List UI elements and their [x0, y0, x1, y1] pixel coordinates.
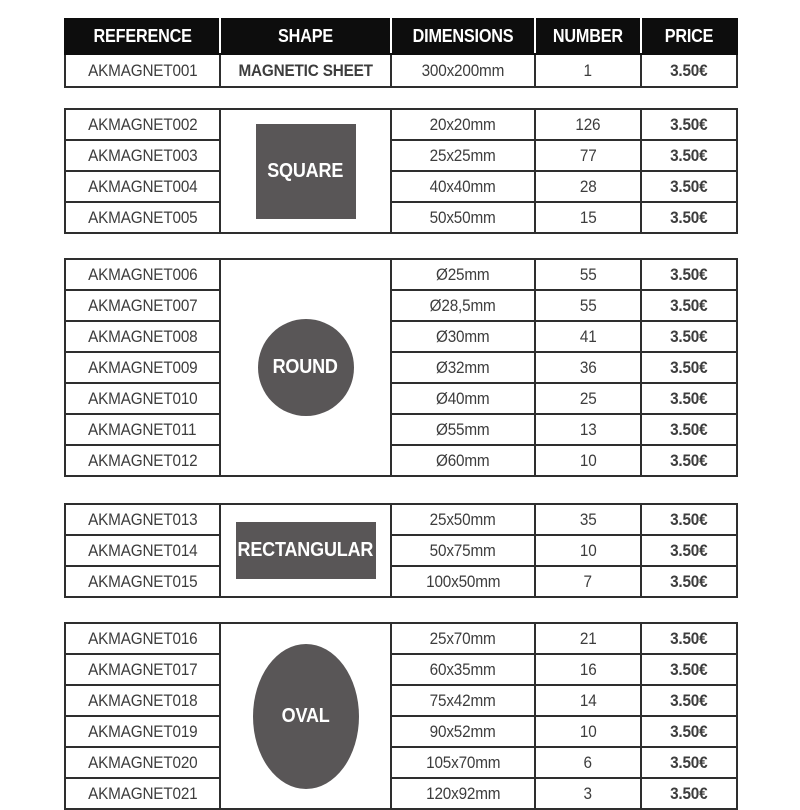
- dimensions-cell-label: 100x50mm: [425, 571, 501, 591]
- reference-cell-label: AKMAGNET003: [87, 145, 198, 165]
- number-cell-label: 36: [579, 357, 597, 377]
- price-cell: [641, 259, 737, 290]
- reference-cell: [65, 623, 220, 654]
- shape-label: ROUND: [272, 356, 339, 378]
- dimensions-cell-label: 25x25mm: [430, 145, 496, 165]
- shape-column-cell: [220, 109, 391, 233]
- dimensions-cell-label: 300x200mm: [421, 60, 505, 80]
- dimensions-cell: [391, 445, 535, 476]
- table-row: [65, 171, 737, 202]
- table-row: [65, 109, 737, 140]
- number-cell: [535, 352, 641, 383]
- table-row: [65, 352, 737, 383]
- price-cell-label: 3.50€: [670, 450, 708, 470]
- number-cell: [535, 290, 641, 321]
- dimensions-cell: [391, 383, 535, 414]
- dimensions-cell: [391, 566, 535, 597]
- number-cell-label: 1: [583, 60, 593, 80]
- reference-cell-label: AKMAGNET021: [87, 783, 198, 803]
- price-cell-label: 3.50€: [670, 295, 708, 315]
- number-cell: [535, 140, 641, 171]
- dimensions-cell: [391, 140, 535, 171]
- reference-cell: [65, 171, 220, 202]
- dimensions-cell: [391, 747, 535, 778]
- column-header-shape-label: SHAPE: [278, 26, 333, 46]
- reference-cell: [65, 202, 220, 233]
- reference-cell-label: AKMAGNET017: [87, 659, 198, 679]
- price-cell-label: 3.50€: [670, 690, 708, 710]
- shape-label: RECTANGULAR: [237, 539, 374, 561]
- price-cell: [641, 202, 737, 233]
- price-cell: [641, 716, 737, 747]
- reference-cell: [65, 504, 220, 535]
- number-cell-label: 15: [579, 207, 597, 227]
- column-header-dimensions-label: DIMENSIONS: [412, 26, 514, 46]
- price-cell-label: 3.50€: [670, 721, 708, 741]
- reference-cell: [65, 109, 220, 140]
- table-row: [65, 321, 737, 352]
- table-row: [65, 383, 737, 414]
- price-cell-label: 3.50€: [670, 628, 708, 648]
- reference-cell-label: AKMAGNET008: [87, 326, 198, 346]
- column-header-dimensions: [391, 19, 535, 54]
- dimensions-cell: [391, 654, 535, 685]
- group-table-square: [64, 108, 738, 234]
- price-cell: [641, 566, 737, 597]
- number-cell-label: 13: [579, 419, 597, 439]
- number-cell: [535, 109, 641, 140]
- reference-cell-label: AKMAGNET018: [87, 690, 198, 710]
- table-row: [65, 623, 737, 654]
- shape-column-cell: [220, 504, 391, 597]
- group-table-circle: [64, 258, 738, 477]
- dimensions-cell: [391, 352, 535, 383]
- reference-cell-label: AKMAGNET009: [87, 357, 198, 377]
- price-cell: [641, 109, 737, 140]
- price-cell: [641, 654, 737, 685]
- reference-cell-label: AKMAGNET020: [87, 752, 198, 772]
- reference-cell-label: AKMAGNET007: [87, 295, 198, 315]
- reference-cell-label: AKMAGNET012: [87, 450, 198, 470]
- dimensions-cell: [391, 414, 535, 445]
- rectangle-shape-icon: [236, 522, 376, 579]
- number-cell: [535, 654, 641, 685]
- reference-cell: [65, 716, 220, 747]
- table-row: [65, 566, 737, 597]
- column-header-price-label: PRICE: [664, 26, 714, 46]
- table-row: [65, 778, 737, 809]
- reference-cell: [65, 383, 220, 414]
- number-cell: [535, 504, 641, 535]
- header-and-sheet-table: [64, 18, 738, 88]
- price-cell-label: 3.50€: [670, 419, 708, 439]
- table-row: [65, 259, 737, 290]
- price-cell: [641, 140, 737, 171]
- number-cell-label: 55: [579, 295, 597, 315]
- dimensions-cell: [391, 321, 535, 352]
- number-cell-label: 55: [579, 264, 597, 284]
- table-row: [65, 140, 737, 171]
- reference-cell-label: AKMAGNET014: [87, 540, 198, 560]
- price-cell-label: 3.50€: [670, 145, 708, 165]
- group-table-rectangle: [64, 503, 738, 598]
- oval-shape-icon: [253, 644, 359, 789]
- number-cell: [535, 259, 641, 290]
- shape-column-cell: [220, 623, 391, 809]
- dimensions-cell-label: 20x20mm: [430, 114, 496, 134]
- dimensions-cell-label: Ø30mm: [436, 326, 490, 346]
- dimensions-cell-label: 40x40mm: [430, 176, 496, 196]
- price-cell-label: 3.50€: [670, 540, 708, 560]
- table-row: [65, 445, 737, 476]
- table-row: [65, 654, 737, 685]
- price-cell-label: 3.50€: [670, 571, 708, 591]
- table-row: [65, 504, 737, 535]
- reference-cell: [65, 445, 220, 476]
- shape-label: SQUARE: [267, 159, 344, 182]
- reference-cell: [65, 321, 220, 352]
- circle-shape-icon: [258, 319, 354, 416]
- reference-cell-label: AKMAGNET010: [87, 388, 198, 408]
- reference-cell-label: AKMAGNET016: [87, 628, 198, 648]
- price-cell: [641, 352, 737, 383]
- number-cell: [535, 383, 641, 414]
- number-cell-label: 77: [579, 145, 597, 165]
- table-row: [65, 535, 737, 566]
- price-cell: [641, 290, 737, 321]
- number-cell: [535, 445, 641, 476]
- number-cell: [535, 202, 641, 233]
- reference-cell: [65, 54, 220, 87]
- number-cell-label: 16: [579, 659, 597, 679]
- dimensions-cell: [391, 171, 535, 202]
- dimensions-cell-label: 50x75mm: [430, 540, 496, 560]
- price-cell-label: 3.50€: [670, 207, 708, 227]
- dimensions-cell-label: Ø32mm: [436, 357, 490, 377]
- price-cell: [641, 747, 737, 778]
- table-row: [65, 716, 737, 747]
- number-cell-label: 10: [579, 450, 597, 470]
- reference-cell: [65, 290, 220, 321]
- number-cell: [535, 716, 641, 747]
- dimensions-cell-label: Ø28,5mm: [430, 295, 496, 315]
- reference-cell: [65, 535, 220, 566]
- number-cell: [535, 623, 641, 654]
- number-cell-label: 41: [579, 326, 597, 346]
- dimensions-cell: [391, 202, 535, 233]
- number-cell-label: 35: [579, 509, 597, 529]
- price-cell: [641, 623, 737, 654]
- reference-cell-label: AKMAGNET013: [87, 509, 198, 529]
- number-cell-label: 6: [583, 752, 593, 772]
- column-header-number: [535, 19, 641, 54]
- dimensions-cell-label: 25x50mm: [430, 509, 496, 529]
- number-cell-label: 126: [575, 114, 601, 134]
- shape-name-cell: [220, 54, 391, 87]
- column-header-reference-label: REFERENCE: [93, 26, 192, 46]
- dimensions-cell-label: 120x92mm: [425, 783, 501, 803]
- reference-cell: [65, 566, 220, 597]
- number-cell-label: 14: [579, 690, 597, 710]
- price-cell: [641, 535, 737, 566]
- price-cell-label: 3.50€: [670, 357, 708, 377]
- reference-cell: [65, 778, 220, 809]
- price-cell: [641, 445, 737, 476]
- column-header-number-label: NUMBER: [552, 26, 624, 46]
- price-cell: [641, 171, 737, 202]
- price-cell: [641, 54, 737, 87]
- number-cell: [535, 54, 641, 87]
- number-cell-label: 28: [579, 176, 597, 196]
- reference-cell: [65, 352, 220, 383]
- dimensions-cell: [391, 778, 535, 809]
- square-shape-icon: [256, 124, 356, 219]
- table-header-row: [65, 19, 737, 54]
- reference-cell: [65, 654, 220, 685]
- group-table-oval: [64, 622, 738, 810]
- price-cell-label: 3.50€: [670, 176, 708, 196]
- number-cell-label: 10: [579, 540, 597, 560]
- reference-cell: [65, 140, 220, 171]
- column-header-reference: [65, 19, 220, 54]
- price-cell-label: 3.50€: [670, 388, 708, 408]
- reference-cell: [65, 414, 220, 445]
- dimensions-cell-label: Ø60mm: [436, 450, 490, 470]
- dimensions-cell: [391, 504, 535, 535]
- column-header-price: [641, 19, 737, 54]
- price-cell-label: 3.50€: [670, 509, 708, 529]
- number-cell-label: 10: [579, 721, 597, 741]
- number-cell: [535, 566, 641, 597]
- table-row: [65, 290, 737, 321]
- number-cell: [535, 414, 641, 445]
- price-cell-label: 3.50€: [670, 114, 708, 134]
- shape-column-cell: [220, 259, 391, 476]
- dimensions-cell: [391, 685, 535, 716]
- price-cell-label: 3.50€: [670, 783, 708, 803]
- column-header-shape: [220, 19, 391, 54]
- table-row: [65, 685, 737, 716]
- price-cell: [641, 321, 737, 352]
- number-cell: [535, 171, 641, 202]
- number-cell: [535, 685, 641, 716]
- table-row: [65, 202, 737, 233]
- reference-cell-label: AKMAGNET019: [87, 721, 198, 741]
- price-cell-label: 3.50€: [670, 60, 708, 80]
- price-cell: [641, 504, 737, 535]
- dimensions-cell: [391, 109, 535, 140]
- reference-cell-label: AKMAGNET002: [87, 114, 198, 134]
- shape-label: OVAL: [281, 704, 330, 727]
- price-cell-label: 3.50€: [670, 326, 708, 346]
- price-cell: [641, 685, 737, 716]
- dimensions-cell-label: 75x42mm: [430, 690, 496, 710]
- dimensions-cell: [391, 623, 535, 654]
- number-cell: [535, 321, 641, 352]
- price-cell-label: 3.50€: [670, 264, 708, 284]
- dimensions-cell-label: Ø25mm: [436, 264, 490, 284]
- dimensions-cell: [391, 535, 535, 566]
- reference-cell: [65, 747, 220, 778]
- number-cell-label: 7: [583, 571, 593, 591]
- table-row: [65, 414, 737, 445]
- table-row: [65, 54, 737, 87]
- reference-cell: [65, 259, 220, 290]
- reference-cell-label: AKMAGNET004: [87, 176, 198, 196]
- dimensions-cell-label: 25x70mm: [430, 628, 496, 648]
- reference-cell-label: AKMAGNET005: [87, 207, 198, 227]
- number-cell-label: 25: [579, 388, 597, 408]
- number-cell-label: 21: [579, 628, 597, 648]
- dimensions-cell: [391, 259, 535, 290]
- dimensions-cell: [391, 716, 535, 747]
- reference-cell-label: AKMAGNET001: [87, 60, 198, 80]
- number-cell-label: 3: [583, 783, 593, 803]
- dimensions-cell-label: 60x35mm: [430, 659, 496, 679]
- price-cell: [641, 778, 737, 809]
- dimensions-cell-label: Ø40mm: [436, 388, 490, 408]
- number-cell: [535, 778, 641, 809]
- dimensions-cell-label: 90x52mm: [430, 721, 496, 741]
- price-cell-label: 3.50€: [670, 659, 708, 679]
- number-cell: [535, 747, 641, 778]
- price-cell-label: 3.50€: [670, 752, 708, 772]
- reference-cell-label: AKMAGNET011: [88, 419, 197, 439]
- reference-cell-label: AKMAGNET015: [87, 571, 198, 591]
- dimensions-cell-label: Ø55mm: [436, 419, 490, 439]
- reference-cell: [65, 685, 220, 716]
- shape-name-cell-label: MAGNETIC SHEET: [238, 60, 373, 80]
- number-cell: [535, 535, 641, 566]
- table-row: [65, 747, 737, 778]
- dimensions-cell: [391, 54, 535, 87]
- dimensions-cell: [391, 290, 535, 321]
- dimensions-cell-label: 50x50mm: [430, 207, 496, 227]
- reference-cell-label: AKMAGNET006: [87, 264, 198, 284]
- price-cell: [641, 383, 737, 414]
- price-cell: [641, 414, 737, 445]
- dimensions-cell-label: 105x70mm: [425, 752, 501, 772]
